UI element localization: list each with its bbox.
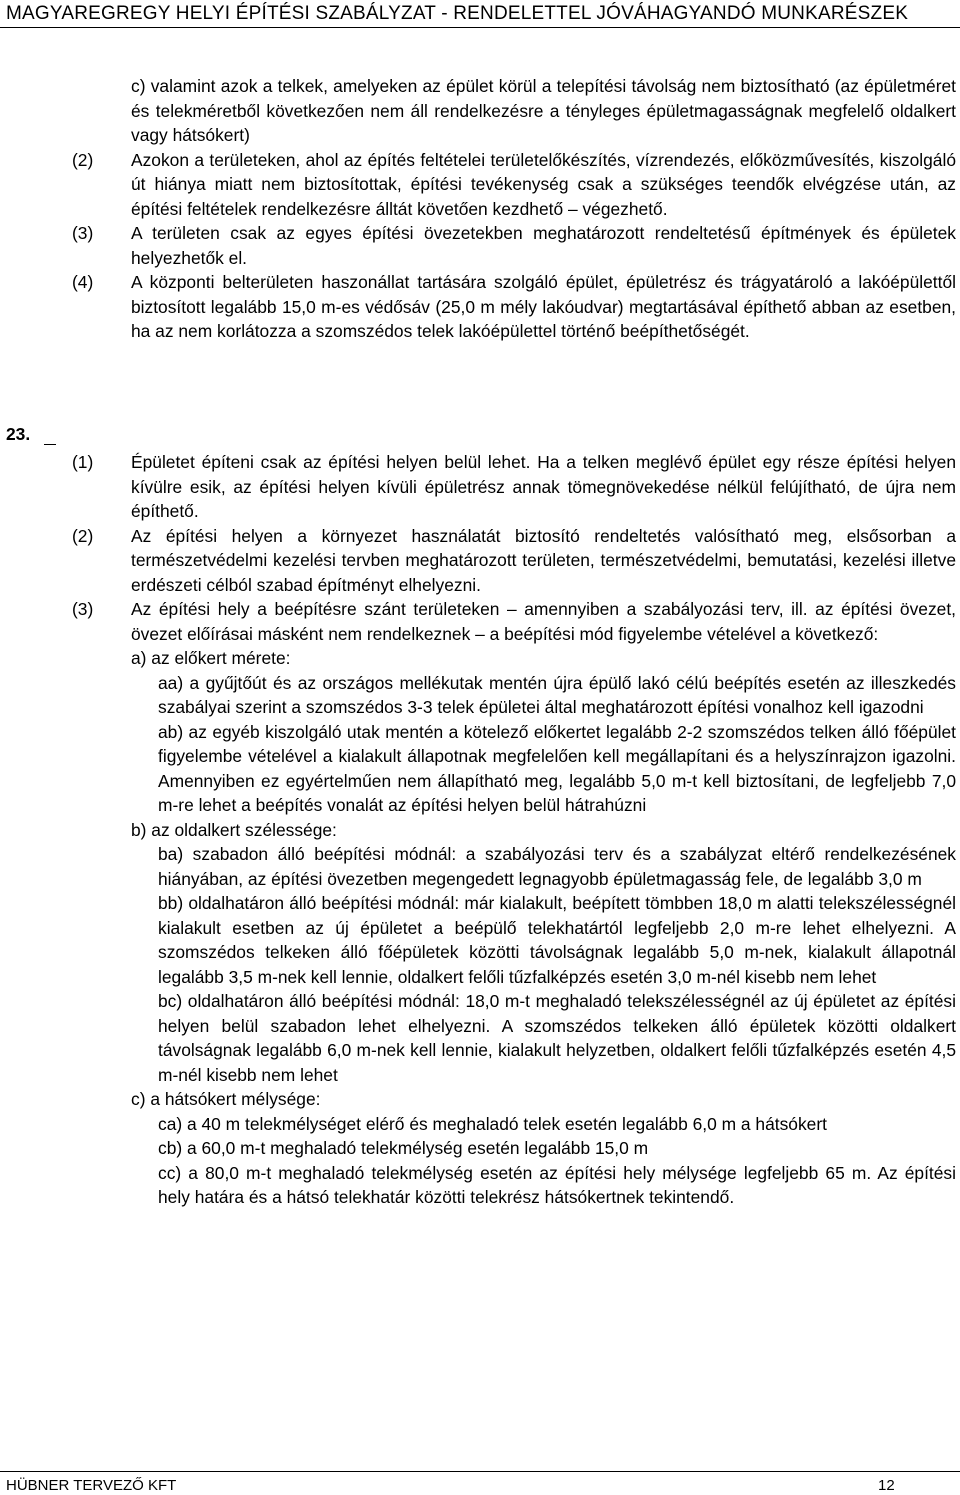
paragraph-text: A központi belterületen haszonállat tartására szolgáló épület, épületrész és trágyatároló a lakóépülettől biztosított legalább 15,0 m-es védősáv (25,0 m mély lakóudvar) megtartásával építhető abban az esetben, ha az nem korlátozza a szomszédos telek lakóépülettel történő beépíthetőségét.: [131, 272, 956, 341]
s23-paragraph-1: [0, 450, 960, 524]
page-footer: [0, 1471, 960, 1495]
paragraph-number: (1): [72, 452, 94, 472]
document-body: [0, 74, 960, 344]
subitem-ba: ba) szabadon álló beépítési módnál: a szabályozási terv és a szabályzat eltérő rendelkezésének hiányában, az építési övezetben megengedett legnagyobb épületmagasság fele, de legalább 3,0 m: [158, 844, 956, 889]
subitem-ca: ca) a 40 m telekmélységet elérő és meghaladó telek esetén legalább 6,0 m a hátsókert: [158, 1113, 827, 1134]
paragraph-number: (3): [72, 599, 94, 619]
subitem-bc: bc) oldalhatáron álló beépítési módnál: 18,0 m-t meghaladó telekszélességnél az új épületet az építési helyen belül szabadon lehet elhelyezni. A szomszédos telkeken álló épületek közötti oldalkert távolságnak legalább 6,0 m-nek kell lennie, kialakult helyzetben, oldalkert felőli tűzfalképzés esetén 4,5 m-nél kisebb nem lehet: [158, 991, 956, 1085]
subitem-c-heading: c) a hátsókert mélysége:: [131, 1089, 321, 1109]
page-header: [0, 0, 960, 28]
s23-paragraph-3: [0, 597, 960, 646]
subitem-a-heading: a) az előkert mérete:: [131, 648, 291, 668]
subitem-cb: cb) a 60,0 m-t meghaladó telekmélység esetén legalább 15,0 m: [158, 1138, 649, 1158]
subitem-ab: ab) az egyéb kiszolgáló utak mentén a kötelező előkertet legalább 2-2 szomszédos telken álló főépület figyelembe vételével a kialakult állapotnak megfelelően kell megállapítani és a helyszínrajzon igazolni. Amennyiben ez egyértelműen nem állapítható meg, legalább 5,0 m-t kell biztosítani, de legfeljebb 7,0 m-re lehet a beépítés vonalát az építési helyen belül hátrahúzni: [158, 721, 956, 815]
paragraph-3: [0, 221, 960, 270]
header-title: MAGYAREGREGY HELYI ÉPÍTÉSI SZABÁLYZAT - RENDELETTEL JÓVÁHAGYANDÓ MUNKARÉSZEK: [6, 3, 909, 24]
paragraph-text: Az építési helyen a környezet használatát biztosító rendeltetés valósítható meg, elsősorban a természetvédelmi kezelési tervben meghatározott területen, természetvédelmi, bemutatási, kezelési illetve erdészeti célból szabad építményt elhelyezni.: [131, 525, 956, 595]
paragraph-c: c) valamint azok a telkek, amelyeken az épület körül a telepítési távolság nem biztosítható (az épületméret és telekméretből következően nem áll rendelkezésre a tényleges épületmagasságnak megfelelő oldalkert vagy hátsókert): [131, 76, 956, 145]
paragraph-text: Az építési hely a beépítésre szánt területeken – amennyiben a szabályozási terv, ill. az építési övezet, övezet előírásai másként nem rendelkeznek – a beépítési mód figyelembe vételével a következő:: [131, 599, 956, 644]
subitem-cc: cc) a 80,0 m-t meghaladó telekmélység esetén az építési hely mélysége legfeljebb 65 m. Az építési hely határa és a hátsó telekhatár közötti telekrész hátsókertnek tekintendő.: [158, 1162, 956, 1207]
paragraph-text: Azokon a területeken, ahol az építés feltételei területelőkészítés, vízrendezés, előközművesítés, kiszolgáló út hiánya miatt nem biztosítottak, építési tevékenység csak a szükséges teendők elvégzése után, az építési feltételek rendelkezésre álltát követően kezdhető – végezhető.: [131, 149, 956, 219]
paragraph-number: (3): [72, 223, 94, 243]
paragraph-2: [0, 148, 960, 222]
paragraph-number: (2): [72, 525, 94, 546]
paragraph-number: (2): [72, 149, 94, 170]
footer-company: HÜBNER TERVEZŐ KFT: [6, 1477, 177, 1494]
section-mark: [44, 427, 56, 445]
s23-paragraph-2: [0, 524, 960, 598]
paragraph-text: Épületet építeni csak az építési helyen belül lehet. Ha a telken meglévő épület egy része építési helyen kívülre esik, az építési helyen kívüli épületrész annak tömegnövekedése nélkül felújítható, de újra nem építhető.: [131, 452, 956, 521]
subitem-bb: bb) oldalhatáron álló beépítési módnál: már kialakult, beépített tömbben 18,0 m alatti telekszélességnél kialakult esetben az új épületet a beépülő telekhatártól legfeljebb 2,0 m-re lehet elhelyezni. A szomszédos telkeken álló főépületek közötti távolságnak legalább 5,0 m-nek, kialakult állapotnál legalább 3,5 m-nek kell lennie, oldalkert felőli tűzfalképzés esetén 3,0 m-nél kisebb nem lehet: [158, 893, 956, 987]
paragraph-number: (4): [72, 272, 94, 292]
paragraph-text: A területen csak az egyes építési övezetekben meghatározott rendeltetésű építmények és épületek helyezhetők el.: [131, 223, 956, 268]
subitem-b-heading: b) az oldalkert szélessége:: [131, 819, 337, 840]
section-23-body: [0, 450, 960, 1210]
section-number: 23.: [6, 424, 31, 444]
page-number: 12: [878, 1477, 895, 1494]
subitem-aa: aa) a gyűjtőút és az országos mellékutak mentén újra épülő lakó célú beépítés esetén az illeszkedés szabályai szerint a szomszédos 3-3 telek épületei által meghatározott építési vonalhoz kell igazodni: [158, 672, 956, 717]
paragraph-4: [0, 270, 960, 344]
